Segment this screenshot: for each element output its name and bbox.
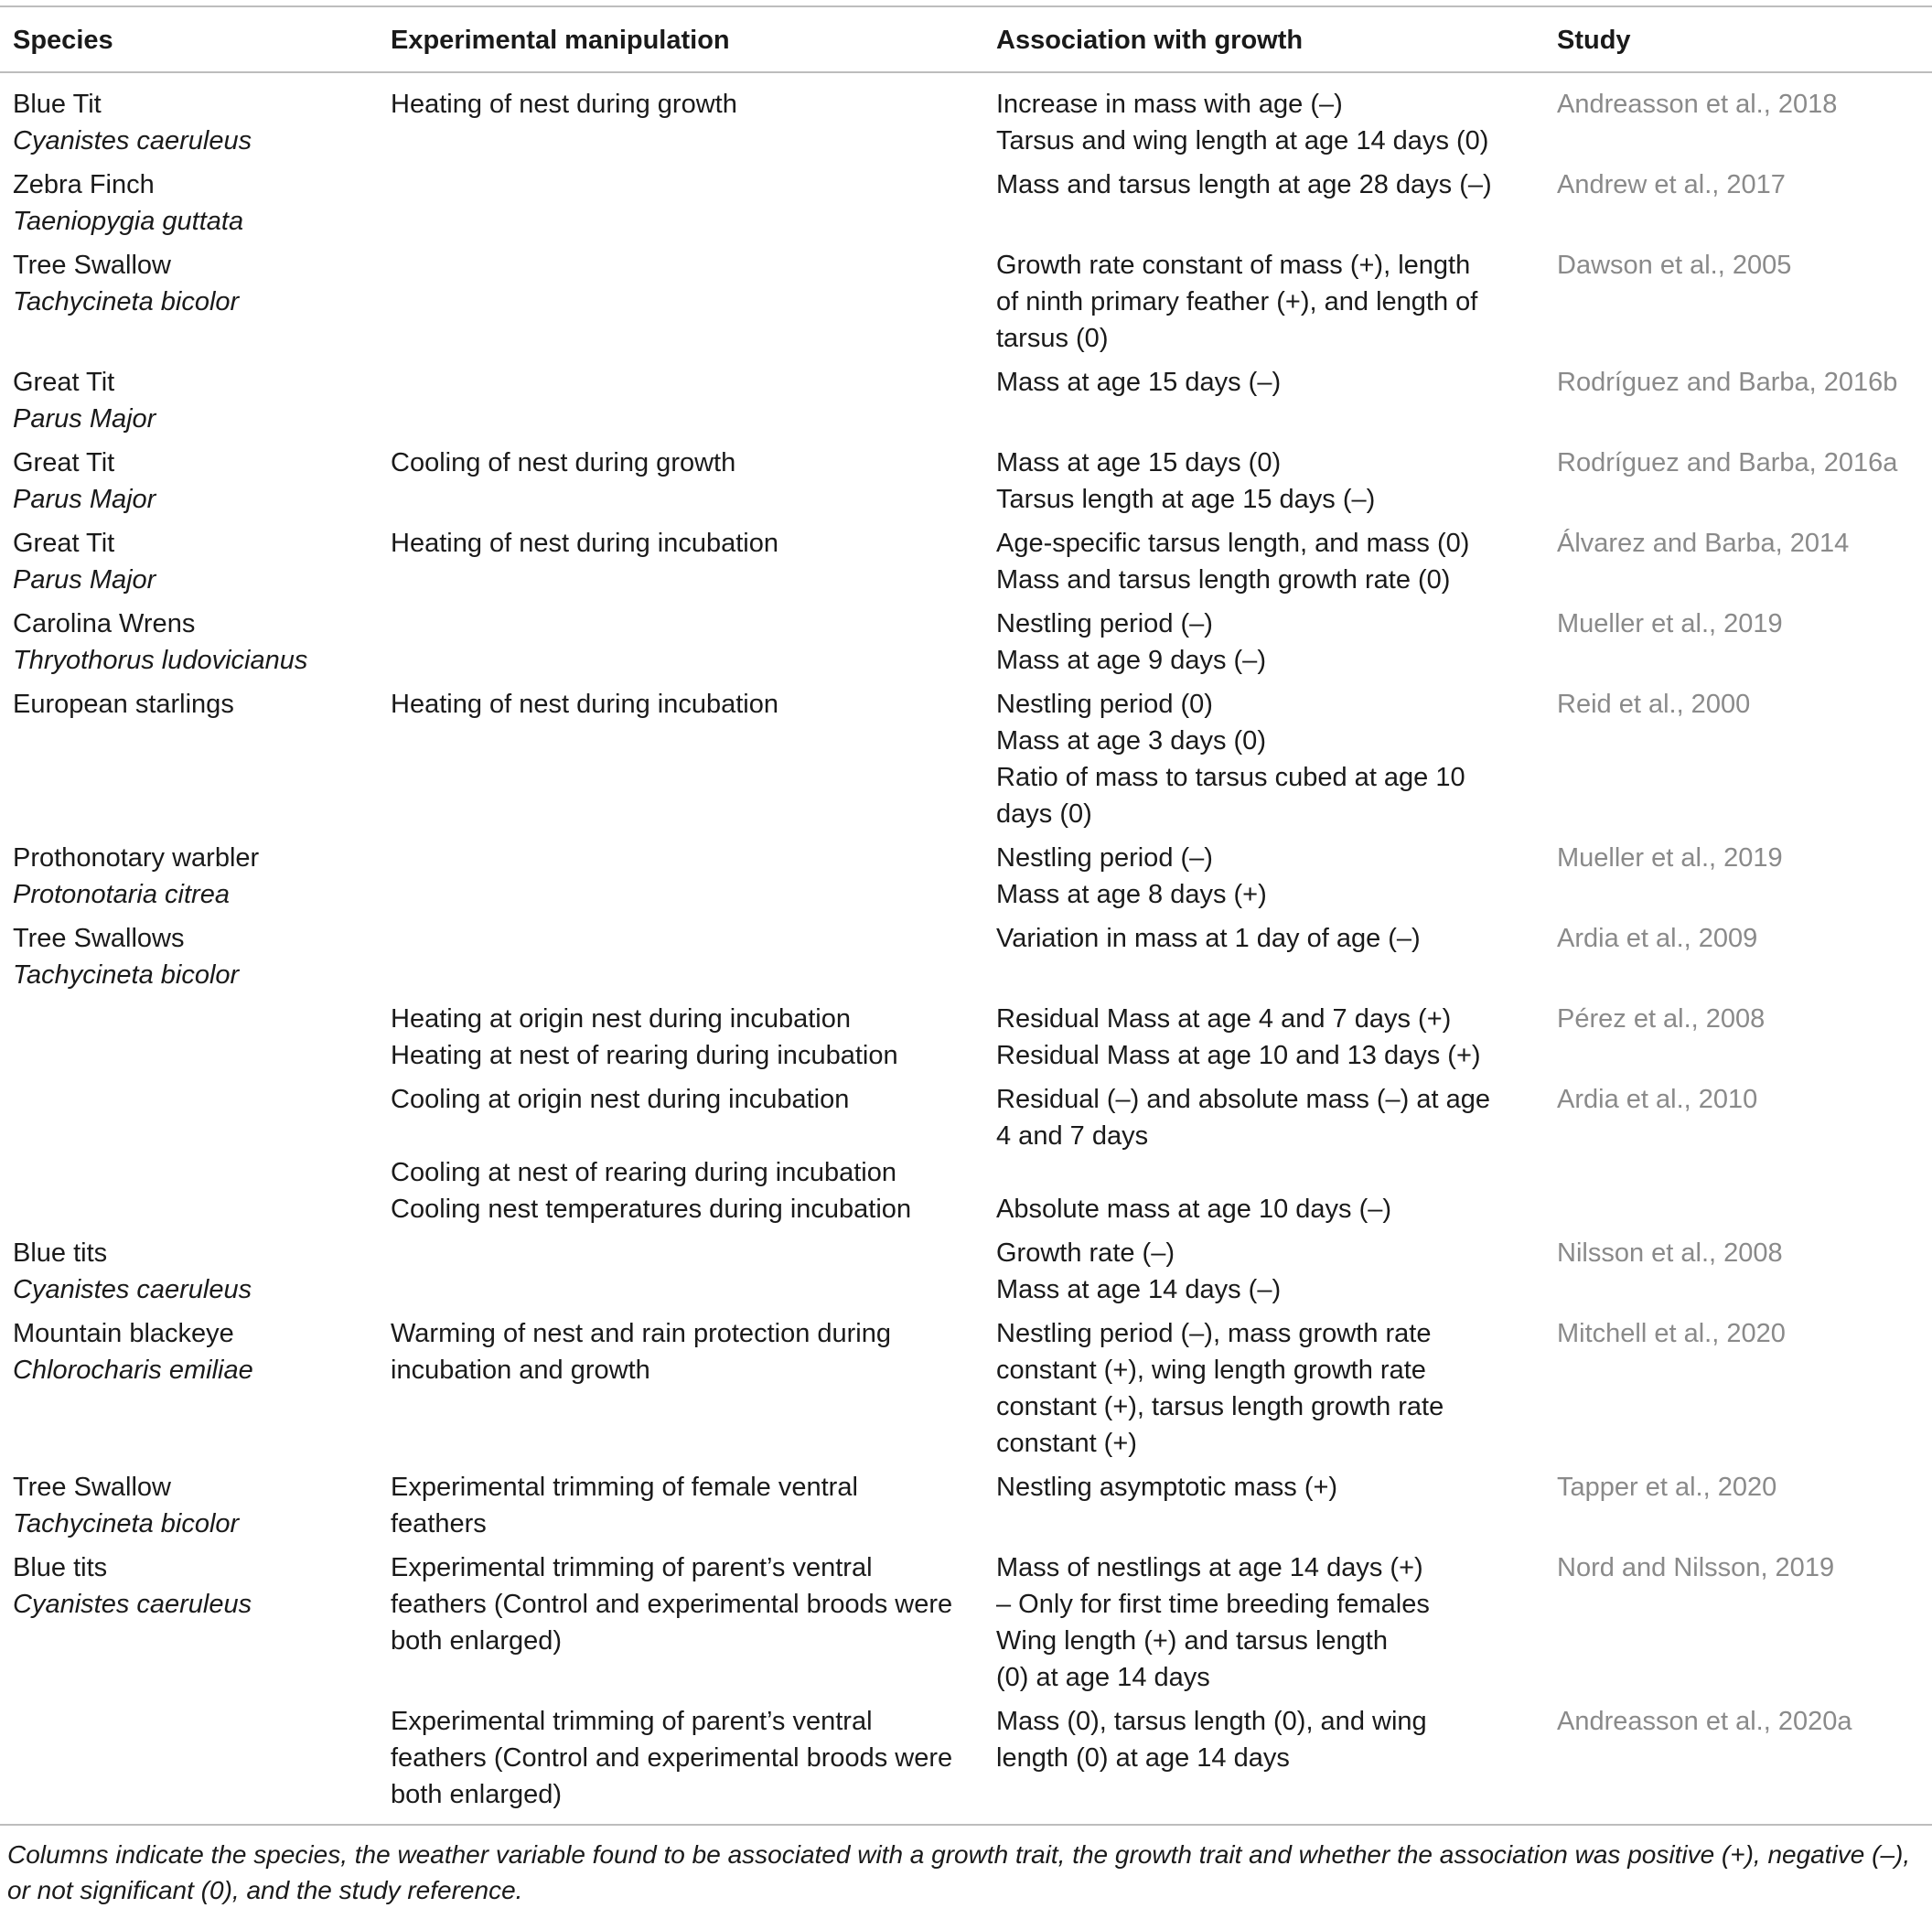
species-scientific-name: Taeniopygia guttata — [13, 207, 244, 236]
manipulation-cell: Experimental trimming of parent’s ventral feathers (Control and experimental broods were both enlarged) — [391, 1553, 953, 1656]
manipulation-cell — [378, 360, 983, 441]
manipulation-cell: Warming of nest and rain protection during incubation and growth — [391, 1319, 891, 1385]
species-cell — [0, 1699, 378, 1817]
species-common-name: Great Tit — [13, 529, 115, 558]
table-row — [0, 1077, 1932, 1231]
species-cell — [0, 836, 378, 916]
table-row — [0, 72, 1932, 163]
manipulation-cell — [378, 836, 983, 916]
species-common-name: Blue tits — [13, 1238, 108, 1268]
table-row — [0, 360, 1932, 441]
association-cell: Increase in mass with age (–) Tarsus and wing length at age 14 days (0) — [996, 90, 1489, 155]
species-common-name: Tree Swallow — [13, 1473, 171, 1502]
study-cell: Andrew et al., 2017 — [1557, 170, 1786, 199]
table-row — [0, 163, 1932, 243]
header-manipulation: Experimental manipulation — [378, 7, 983, 72]
species-common-name: Carolina Wrens — [13, 609, 196, 638]
study-cell: Tapper et al., 2020 — [1557, 1473, 1777, 1502]
association-cell: Residual (–) and absolute mass (–) at age 4 and 7 days Absolute mass at age 10 days (–) — [996, 1085, 1491, 1224]
table-row — [0, 682, 1932, 836]
species-scientific-name: Chlorocharis emiliae — [13, 1356, 253, 1385]
study-cell: Ardia et al., 2010 — [1557, 1085, 1758, 1114]
species-scientific-name: Parus Major — [13, 404, 156, 434]
study-cell: Mitchell et al., 2020 — [1557, 1319, 1786, 1348]
association-cell: Age-specific tarsus length, and mass (0) Mass and tarsus length growth rate (0) — [996, 529, 1470, 595]
association-cell: Mass at age 15 days (–) — [996, 368, 1282, 397]
table-row — [0, 1546, 1932, 1699]
table-row — [0, 521, 1932, 602]
association-cell: Growth rate (–) Mass at age 14 days (–) — [996, 1238, 1282, 1304]
study-cell: Mueller et al., 2019 — [1557, 609, 1783, 638]
species-cell — [0, 1231, 378, 1312]
species-common-name: Great Tit — [13, 448, 115, 477]
manipulation-cell — [378, 916, 983, 997]
association-cell: Mass at age 15 days (0) Tarsus length at age 15 days (–) — [996, 448, 1376, 514]
study-cell: Nord and Nilsson, 2019 — [1557, 1553, 1835, 1582]
species-cell — [0, 682, 378, 836]
header-study: Study — [1544, 7, 1932, 72]
species-common-name: Great Tit — [13, 368, 115, 397]
association-cell: Mass (0), tarsus length (0), and wing length (0) at age 14 days — [996, 1707, 1427, 1773]
manipulation-cell: Cooling of nest during growth — [391, 448, 736, 477]
association-cell: Nestling period (–), mass growth rate constant (+), wing length growth rate constant (+), tarsus length growth rate constant (+) — [996, 1319, 1444, 1458]
association-cell: Nestling asymptotic mass (+) — [996, 1473, 1338, 1502]
table-row — [0, 243, 1932, 360]
species-cell — [0, 1546, 378, 1699]
manipulation-cell: Heating of nest during incubation — [391, 690, 779, 719]
association-cell: Variation in mass at 1 day of age (–) — [996, 924, 1421, 953]
study-cell: Mueller et al., 2019 — [1557, 843, 1783, 873]
association-cell: Nestling period (0) Mass at age 3 days (0) Ratio of mass to tarsus cubed at age 10 days (0) — [996, 690, 1465, 829]
manipulation-cell: Experimental trimming of parent’s ventral feathers (Control and experimental broods were both enlarged) — [391, 1707, 953, 1809]
table-row — [0, 836, 1932, 916]
species-scientific-name: Cyanistes caeruleus — [13, 1275, 252, 1304]
study-cell: Nilsson et al., 2008 — [1557, 1238, 1783, 1268]
species-scientific-name: Cyanistes caeruleus — [13, 126, 252, 155]
manipulation-cell: Heating of nest during incubation — [391, 529, 779, 558]
header-row — [0, 7, 1932, 72]
species-common-name: Mountain blackeye — [13, 1319, 234, 1348]
header-association: Association with growth — [983, 7, 1544, 72]
table-row — [0, 1231, 1932, 1312]
species-scientific-name: Tachycineta bicolor — [13, 1509, 240, 1538]
manipulation-cell: Heating at origin nest during incubation Heating at nest of rearing during incubation — [391, 1004, 898, 1070]
association-cell: Mass and tarsus length at age 28 days (–) — [996, 170, 1492, 199]
species-cell — [0, 163, 378, 243]
manipulation-cell: Heating of nest during growth — [391, 90, 737, 119]
manipulation-cell: Experimental trimming of female ventral feathers — [391, 1473, 858, 1538]
species-common-name: Tree Swallow — [13, 251, 171, 280]
table-row — [0, 997, 1932, 1077]
table-row — [0, 1465, 1932, 1546]
species-cell — [0, 1312, 378, 1465]
species-cell — [0, 360, 378, 441]
manipulation-cell — [378, 163, 983, 243]
species-cell — [0, 916, 378, 997]
manipulation-cell — [378, 602, 983, 682]
table-row — [0, 1699, 1932, 1817]
species-cell — [0, 997, 378, 1077]
species-scientific-name: Thryothorus ludovicianus — [13, 646, 308, 675]
species-scientific-name: Tachycineta bicolor — [13, 287, 240, 316]
association-cell: Nestling period (–) Mass at age 8 days (+) — [996, 843, 1267, 909]
study-cell: Álvarez and Barba, 2014 — [1557, 529, 1850, 558]
species-scientific-name: Protonotaria citrea — [13, 880, 230, 909]
table-body — [0, 72, 1932, 1817]
manipulation-cell — [378, 243, 983, 360]
table-row — [0, 916, 1932, 997]
table-row — [0, 602, 1932, 682]
species-cell — [0, 243, 378, 360]
species-cell — [0, 441, 378, 521]
species-scientific-name: Parus Major — [13, 485, 156, 514]
study-cell: Rodríguez and Barba, 2016b — [1557, 368, 1898, 397]
study-cell: Reid et al., 2000 — [1557, 690, 1751, 719]
header-species: Species — [0, 7, 378, 72]
manipulation-cell: Cooling at origin nest during incubation Cooling at nest of rearing during incubation Cooling nest temperatures during incubation — [391, 1085, 912, 1224]
species-scientific-name: Parus Major — [13, 565, 156, 595]
study-cell: Ardia et al., 2009 — [1557, 924, 1758, 953]
species-common-name: Prothonotary warbler — [13, 843, 260, 873]
study-cell: Andreasson et al., 2020a — [1557, 1707, 1852, 1736]
species-cell — [0, 602, 378, 682]
association-cell: Nestling period (–) Mass at age 9 days (–) — [996, 609, 1266, 675]
study-cell: Pérez et al., 2008 — [1557, 1004, 1766, 1034]
association-cell: Mass of nestlings at age 14 days (+) – Only for first time breeding females Wing length (+) and tarsus length (0) at age 14 days — [996, 1553, 1430, 1692]
study-cell: Rodríguez and Barba, 2016a — [1557, 448, 1898, 477]
species-common-name: Zebra Finch — [13, 170, 155, 199]
species-common-name: Blue Tit — [13, 90, 102, 119]
table-footnote: Columns indicate the species, the weather variable found to be associated with a growth trait, the growth trait and whether the association was positive (+), negative (–), or not significant (0), and the study reference. — [0, 1824, 1932, 1908]
data-table — [0, 7, 1932, 1817]
table-row — [0, 441, 1932, 521]
species-scientific-name: Cyanistes caeruleus — [13, 1590, 252, 1619]
species-cell — [0, 72, 378, 163]
species-common-name: Blue tits — [13, 1553, 108, 1582]
species-common-name: European starlings — [13, 690, 234, 719]
species-cell — [0, 1077, 378, 1231]
association-cell: Growth rate constant of mass (+), length of ninth primary feather (+), and length of tarsus (0) — [996, 251, 1478, 353]
manipulation-cell — [378, 1231, 983, 1312]
study-cell: Dawson et al., 2005 — [1557, 251, 1792, 280]
table-row — [0, 1312, 1932, 1465]
species-scientific-name: Tachycineta bicolor — [13, 960, 240, 990]
species-cell — [0, 1465, 378, 1546]
association-cell: Residual Mass at age 4 and 7 days (+) Residual Mass at age 10 and 13 days (+) — [996, 1004, 1481, 1070]
species-common-name: Tree Swallows — [13, 924, 185, 953]
study-cell: Andreasson et al., 2018 — [1557, 90, 1838, 119]
species-cell — [0, 521, 378, 602]
